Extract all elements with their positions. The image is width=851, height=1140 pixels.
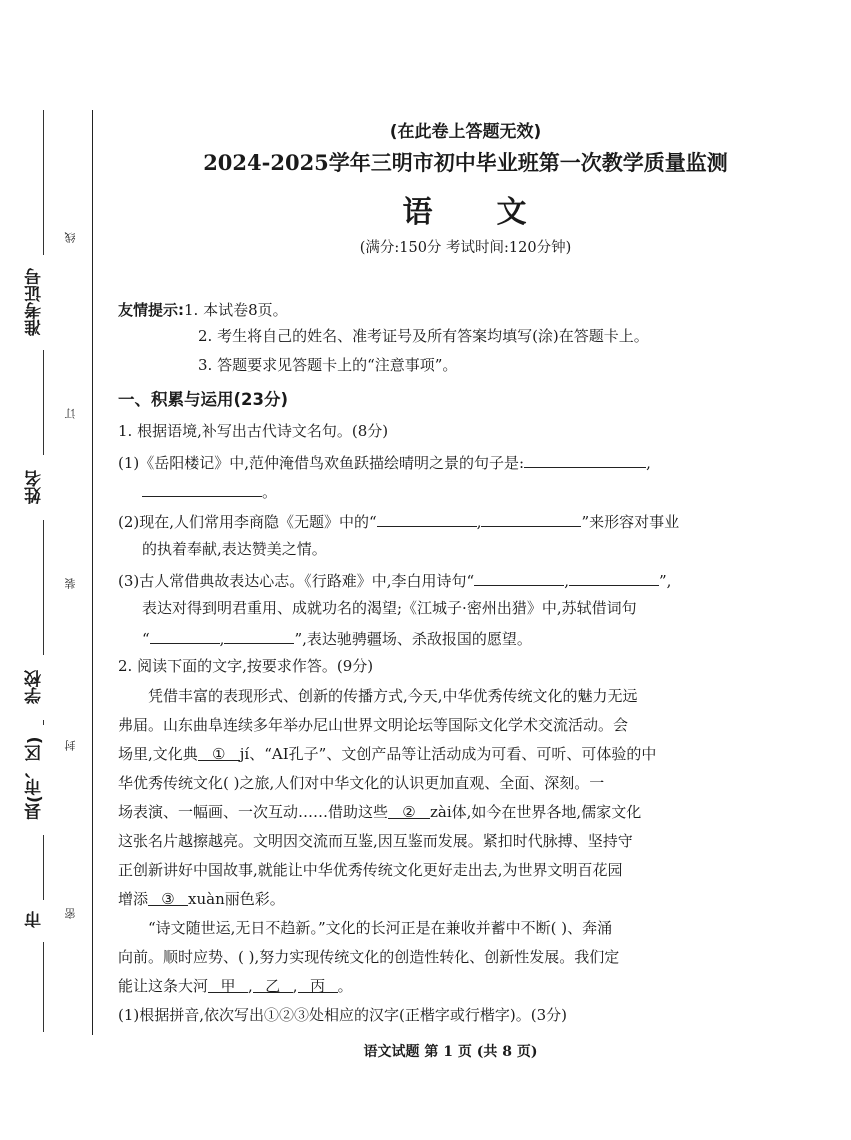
fill-line-name[interactable] [43, 350, 44, 455]
label-exam-number: 准考证号 [25, 268, 45, 336]
tip-item-1: 1. 本试卷8页。 [184, 301, 288, 319]
tip-item-2: 2. 考生将自己的姓名、准考证号及所有答案均填写(涂)在答题卡上。 [198, 327, 649, 345]
answer-blank-5[interactable] [474, 569, 564, 586]
mark-ding: 订 [64, 408, 77, 419]
q1-part-3-cont: 表达对得到明君重用、成就功名的渴望;《江城子·密州出猎》中,苏轼借词句 [142, 599, 637, 617]
blank-jia[interactable]: 甲 [208, 976, 248, 993]
passage-line-1: 凭借丰富的表现形式、创新的传播方式,今天,中华优秀传统文化的魅力无远 [148, 687, 638, 705]
passage-line-4: 华优秀传统文化( )之旅,人们对中华文化的认识更加直观、全面、深刻。一 [118, 774, 605, 792]
answer-blank-8[interactable] [224, 627, 294, 644]
passage-line-7: 正创新讲好中国故事,就能让中华优秀传统文化更好走出去,为世界文明百花园 [118, 861, 623, 879]
answer-blank-1[interactable] [524, 451, 646, 468]
mark-zhuang: 装 [64, 578, 77, 589]
fill-line-school[interactable] [43, 520, 44, 655]
passage-line-2: 弗届。山东曲阜连续多年举办尼山世界文明论坛等国际文化学术交流活动。会 [118, 716, 629, 734]
answer-blank-6[interactable] [569, 569, 659, 586]
tip-item-3: 3. 答题要求见答题卡上的“注意事项”。 [198, 356, 458, 374]
mark-feng: 封 [64, 740, 77, 751]
passage-line-8: 增添 ③ xuàn丽色彩。 [118, 890, 285, 908]
label-name: 姓名 [25, 470, 45, 504]
q1-part-2: (2)现在,人们常用李商隐《无题》中的“ , ”来形容对事业 [118, 510, 738, 532]
answer-blank-7[interactable] [150, 627, 220, 644]
q1-part-1-cont: 。 [142, 480, 762, 502]
subject-title [0, 187, 851, 231]
blank-mark-3[interactable]: ③ [148, 889, 188, 906]
q1-part-2-cont: 的执着奉献,表达赞美之情。 [142, 540, 327, 558]
blank-mark-2[interactable]: ② [388, 802, 430, 819]
tips-line-1 [118, 300, 738, 320]
q1-stem: 1. 根据语境,补写出古代诗文名句。(8分) [118, 422, 389, 440]
answer-blank-3[interactable] [377, 510, 477, 527]
blank-mark-1[interactable]: ① [198, 744, 240, 761]
passage-line-3: 场里,文化典 ① jí、“AI孔子”、文创产品等让活动成为可看、可听、可体验的中 [118, 745, 657, 763]
mark-mi: 密 [64, 908, 77, 919]
page-footer: 语文试题 第 1 页 (共 8 页) [363, 1044, 538, 1060]
exam-title: 2024-2025学年三明市初中毕业班第一次教学质量监测 [203, 150, 728, 175]
blank-bing[interactable]: 丙 [298, 976, 338, 993]
subject-char-1: 语 [402, 195, 435, 230]
q2-stem: 2. 阅读下面的文字,按要求作答。(9分) [118, 657, 374, 675]
answer-blank-4[interactable] [481, 510, 581, 527]
exam-info: (满分:150分 考试时间:120分钟) [359, 240, 572, 256]
passage-line-9: “诗文随世运,无日不趋新。”文化的长河正是在兼收并蓄中不断( )、奔涌 [148, 919, 613, 937]
label-school: 学校 [25, 670, 45, 704]
label-city: 市 [25, 911, 45, 929]
passage-line-5: 场表演、一幅画、一次互动……借助这些 ② zài体,如今在世界各地,儒家文化 [118, 803, 642, 821]
q2-sub-1: (1)根据拼音,依次写出①②③处相应的汉字(正楷字或行楷字)。(3分) [118, 1006, 567, 1024]
q1-part-1: (1)《岳阳楼记》中,范仲淹借鸟欢鱼跃描绘晴明之景的句子是: , [118, 451, 738, 473]
passage-line-11: 能让这条大河 甲 , 乙 , 丙 。 [118, 977, 353, 995]
passage-line-10: 向前。顺时应势、( ),努力实现传统文化的创造性转化、创新性发展。我们定 [118, 948, 620, 966]
label-county: 县(市、区) [25, 736, 45, 820]
mark-xian: 线 [64, 232, 77, 243]
fill-line-county-top [43, 720, 44, 725]
notice-line: (在此卷上答题无效) [389, 122, 542, 142]
section-1-title: 一、积累与运用(23分) [118, 390, 289, 409]
tips-lead: 友情提示: [118, 301, 184, 319]
passage-line-6: 这张名片越擦越亮。文明因交流而互鉴,因互鉴而发展。紧扣时代脉搏、坚持守 [118, 832, 633, 850]
blank-yi[interactable]: 乙 [253, 976, 293, 993]
q1-part-3: (3)古人常借典故表达心志。《行路难》中,李白用诗句“ , ”, [118, 569, 738, 591]
fill-line-city[interactable] [43, 942, 44, 1032]
subject-char-2: 文 [496, 195, 529, 230]
fill-line-county[interactable] [43, 835, 44, 900]
answer-blank-2[interactable] [142, 480, 262, 497]
q1-part-3-cont2: “ , ”,表达驰骋疆场、杀敌报国的愿望。 [142, 627, 762, 649]
